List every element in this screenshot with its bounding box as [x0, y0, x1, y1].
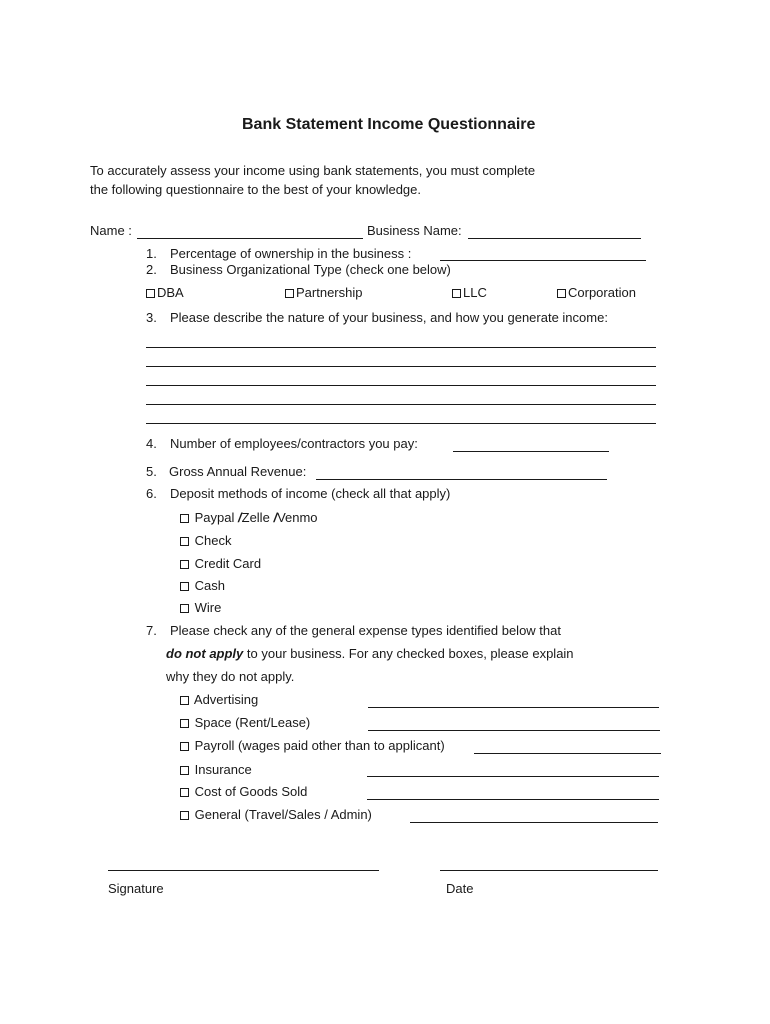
checkbox-icon[interactable]: [285, 289, 294, 298]
deposit-option-credit-card[interactable]: [180, 557, 261, 570]
expense-label: Cost of Goods Sold: [194, 784, 308, 799]
checkbox-icon[interactable]: [180, 560, 189, 569]
expense-insurance[interactable]: [180, 763, 252, 776]
date-label: Date: [446, 881, 474, 896]
q7-emphasis: do not apply: [166, 646, 244, 661]
page-title: Bank Statement Income Questionnaire: [242, 116, 536, 133]
employees-field[interactable]: [453, 451, 609, 452]
expense-label: Payroll (wages paid other than to applicant): [194, 738, 445, 753]
checkbox-icon[interactable]: [180, 766, 189, 775]
name-label: Name :: [90, 223, 132, 238]
checkbox-icon[interactable]: [452, 289, 461, 298]
expense-payroll-explain-field[interactable]: [474, 753, 661, 754]
deposit-label: Credit Card: [194, 556, 262, 571]
description-line-2[interactable]: [146, 366, 656, 367]
expense-space[interactable]: [180, 716, 310, 729]
description-line-5[interactable]: [146, 423, 656, 424]
org-type-label: Partnership: [296, 285, 363, 300]
expense-insurance-explain-field[interactable]: [367, 776, 659, 777]
revenue-field[interactable]: [316, 479, 607, 480]
description-line-4[interactable]: [146, 404, 656, 405]
date-field[interactable]: [440, 870, 658, 871]
expense-label: Space (Rent/Lease): [194, 715, 311, 730]
deposit-option-wire[interactable]: [180, 601, 221, 614]
q2-text: Business Organizational Type (check one below): [170, 262, 451, 277]
q3-text: Please describe the nature of your business, and how you generate income:: [170, 310, 608, 325]
checkbox-icon[interactable]: [180, 696, 189, 705]
intro-line-1: To accurately assess your income using bank statements, you must complete: [90, 163, 536, 178]
expense-label: Insurance: [194, 762, 252, 777]
deposit-label-paypal: Paypal: [194, 510, 235, 525]
expense-cogs[interactable]: [180, 785, 307, 798]
checkbox-icon[interactable]: [180, 537, 189, 546]
deposit-label: Check: [194, 533, 232, 548]
q4-number: 4.: [146, 436, 157, 451]
checkbox-icon[interactable]: [180, 582, 189, 591]
signature-label: Signature: [108, 881, 164, 896]
deposit-option-cash[interactable]: [180, 579, 225, 592]
deposit-label: Wire: [194, 600, 222, 615]
signature-field[interactable]: [108, 870, 379, 871]
q2-number: 2.: [146, 262, 157, 277]
checkbox-icon[interactable]: [180, 719, 189, 728]
deposit-option-paypal-zelle-venmo[interactable]: [180, 511, 318, 524]
org-type-corporation[interactable]: [557, 286, 636, 299]
expense-space-explain-field[interactable]: [368, 730, 660, 731]
org-type-label: Corporation: [568, 285, 636, 300]
deposit-label: Cash: [194, 578, 225, 593]
expense-advertising[interactable]: [180, 693, 258, 706]
q7-line-1: Please check any of the general expense types identified below that: [170, 623, 561, 638]
org-type-label: DBA: [157, 285, 184, 300]
checkbox-icon[interactable]: [180, 514, 189, 523]
intro-line-2: the following questionnaire to the best of your knowledge.: [90, 182, 421, 197]
name-field[interactable]: [137, 238, 363, 239]
q7-line-2: [166, 647, 574, 660]
expense-payroll[interactable]: [180, 739, 445, 752]
description-line-3[interactable]: [146, 385, 656, 386]
org-type-llc[interactable]: [452, 286, 487, 299]
checkbox-icon[interactable]: [180, 788, 189, 797]
deposit-separator: /: [273, 510, 278, 525]
q1-number: 1.: [146, 246, 157, 261]
checkbox-icon[interactable]: [180, 604, 189, 613]
q5-text: Gross Annual Revenue:: [169, 464, 307, 479]
ownership-field[interactable]: [440, 260, 646, 261]
org-type-label: LLC: [463, 285, 487, 300]
q7-line-2-rest: to your business. For any checked boxes, please explain: [246, 646, 574, 661]
q6-text: Deposit methods of income (check all that apply): [170, 486, 451, 501]
checkbox-icon[interactable]: [557, 289, 566, 298]
checkbox-icon[interactable]: [180, 811, 189, 820]
description-line-1[interactable]: [146, 347, 656, 348]
q3-number: 3.: [146, 310, 157, 325]
q7-line-3: why they do not apply.: [166, 669, 295, 684]
org-type-dba[interactable]: [146, 286, 184, 299]
expense-cogs-explain-field[interactable]: [367, 799, 659, 800]
expense-general[interactable]: [180, 808, 372, 821]
q6-number: 6.: [146, 486, 157, 501]
deposit-option-check[interactable]: [180, 534, 231, 547]
business-name-field[interactable]: [468, 238, 641, 239]
deposit-label-zelle: Zelle: [241, 510, 270, 525]
q1-text: Percentage of ownership in the business :: [170, 246, 412, 261]
q5-number: 5.: [146, 464, 157, 479]
business-name-label: Business Name:: [367, 223, 462, 238]
q7-number: 7.: [146, 623, 157, 638]
expense-label: Advertising: [193, 692, 259, 707]
deposit-separator: /: [238, 510, 242, 525]
deposit-label-venmo: Venmo: [277, 510, 318, 525]
expense-label: General (Travel/Sales / Admin): [194, 807, 372, 822]
expense-advertising-explain-field[interactable]: [368, 707, 659, 708]
expense-general-explain-field[interactable]: [410, 822, 658, 823]
q4-text: Number of employees/contractors you pay:: [170, 436, 418, 451]
checkbox-icon[interactable]: [146, 289, 155, 298]
org-type-partnership[interactable]: [285, 286, 362, 299]
checkbox-icon[interactable]: [180, 742, 189, 751]
